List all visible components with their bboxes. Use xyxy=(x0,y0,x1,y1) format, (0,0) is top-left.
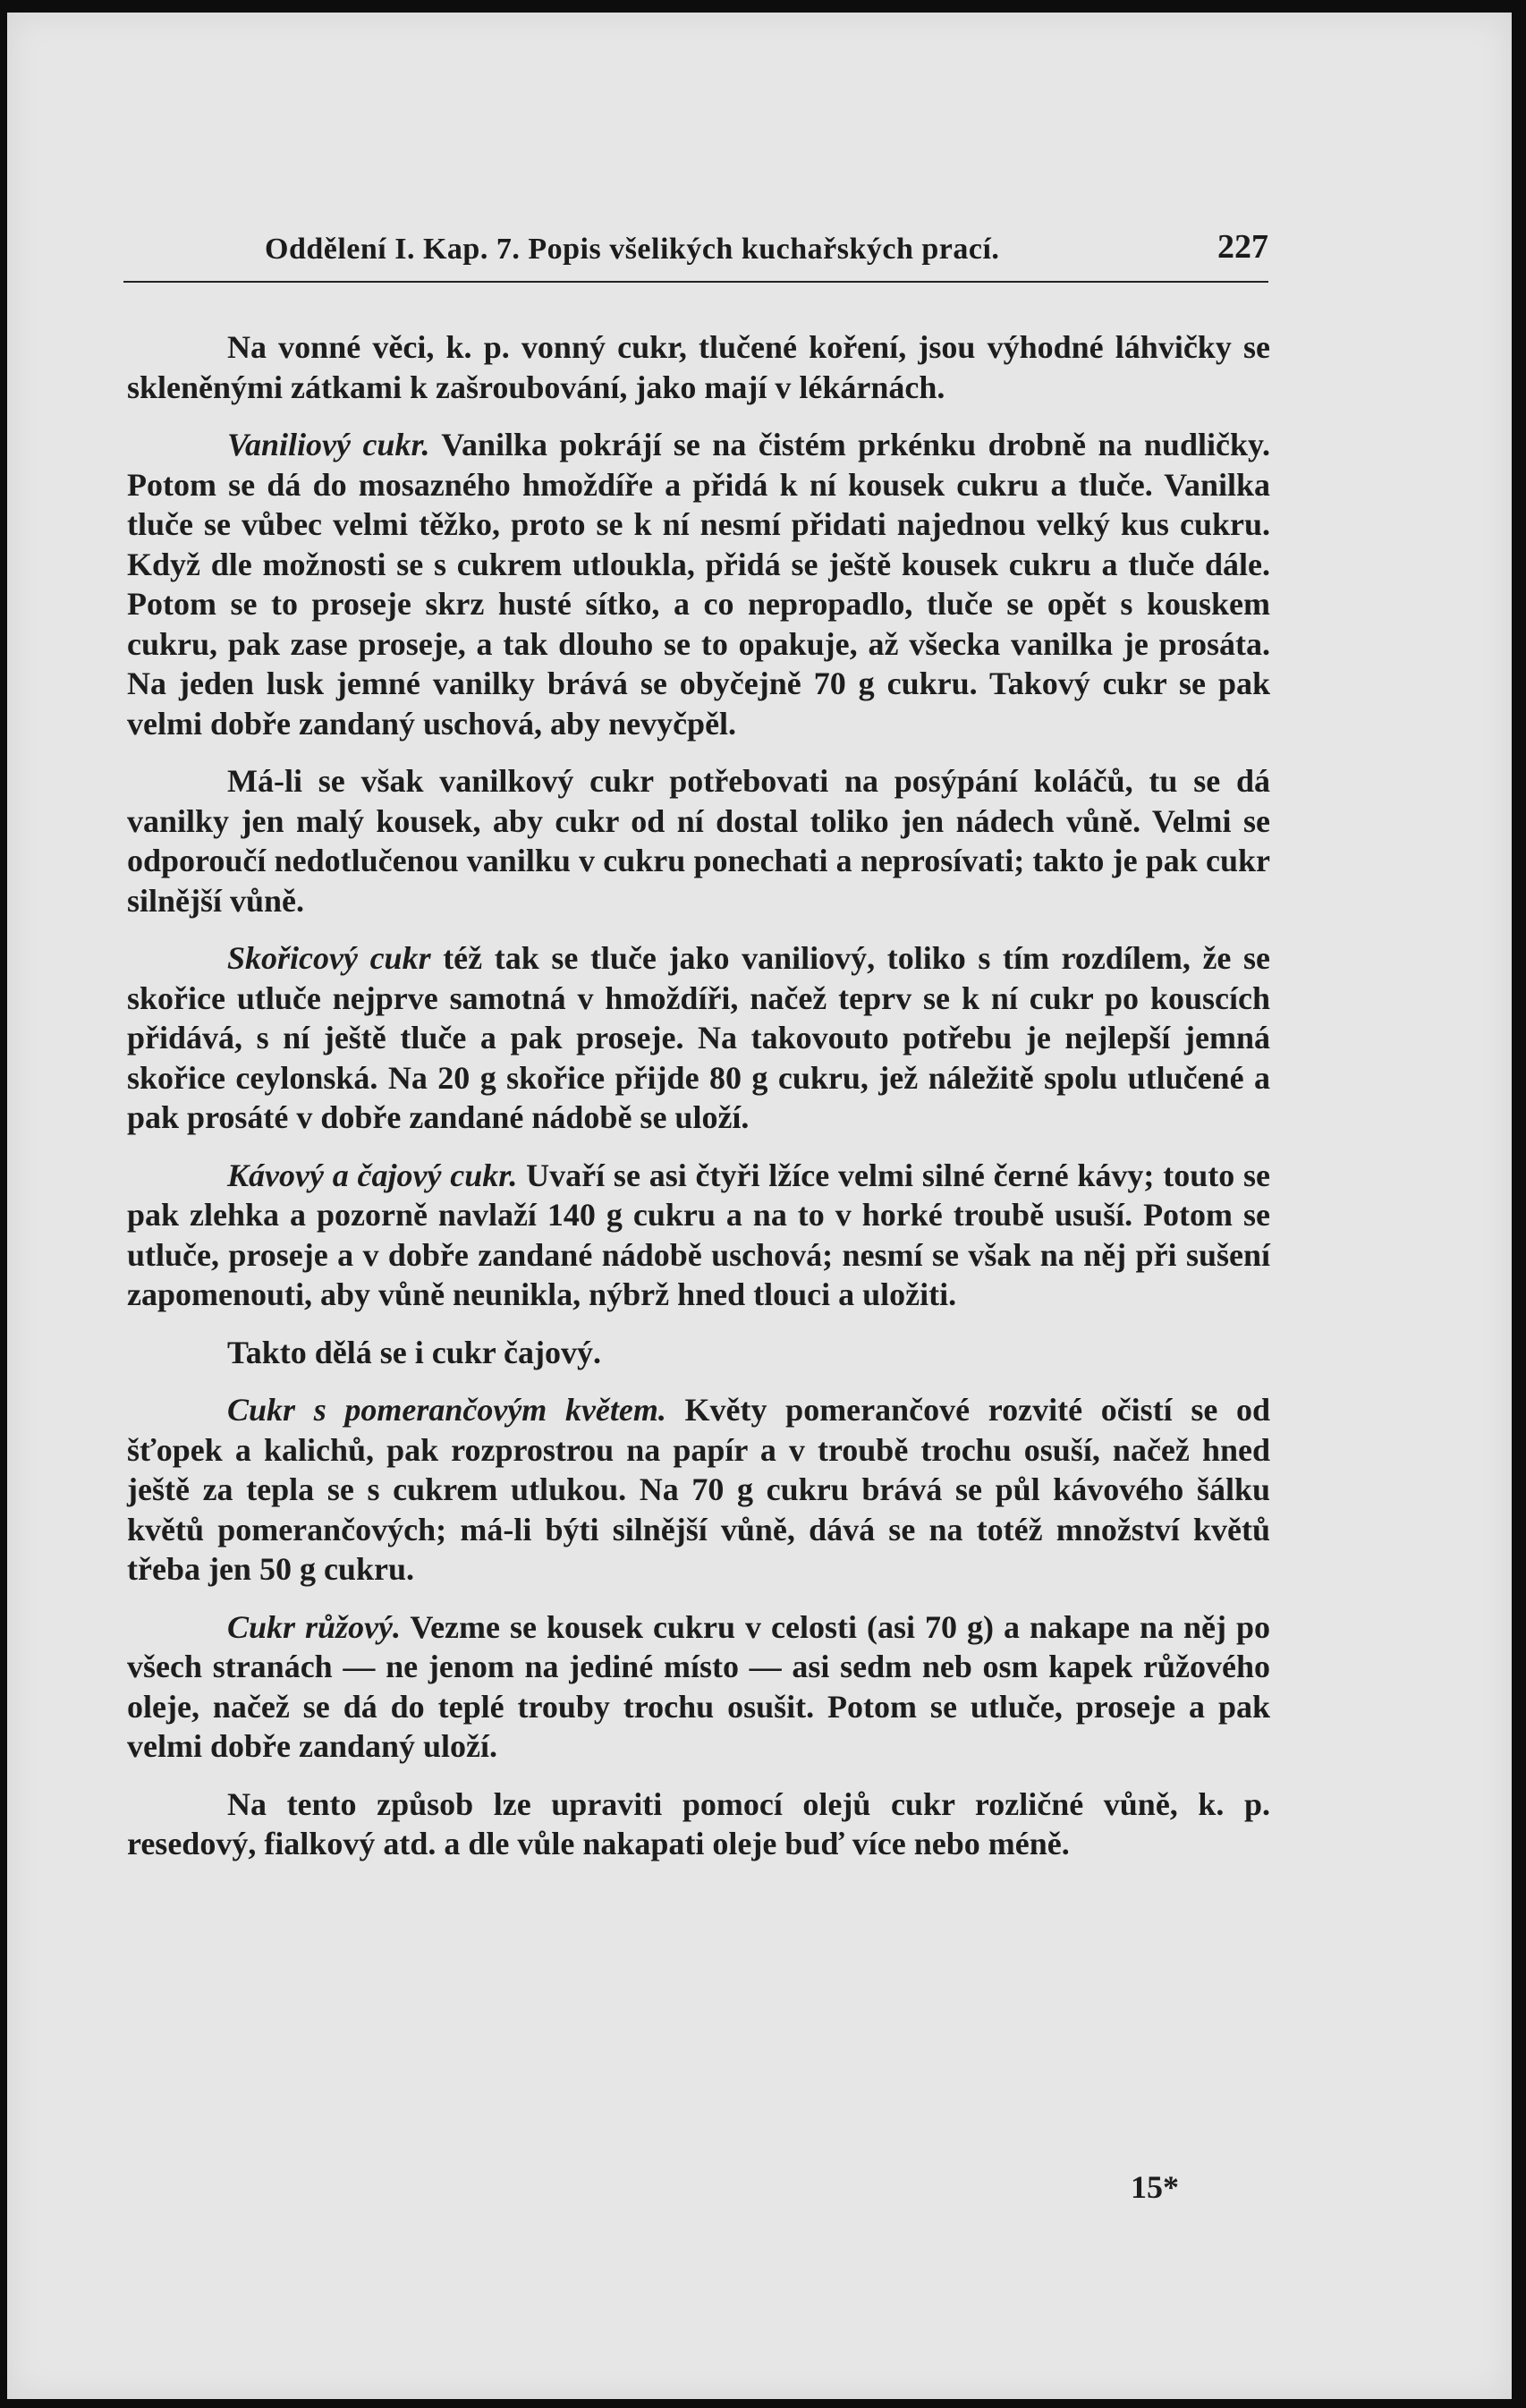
paragraph-text: Vezme se kousek cukru v celosti (asi 70 g) a nakape na něj po všech stranách — ne jenom na jediné místo — asi sedm neb osm kapek růžového oleje, načež se dá do teplé trouby trochu osušit. Potom se utluče, proseje a pak velmi dobře zandaný uloží. xyxy=(127,1608,1270,1764)
body-text xyxy=(127,327,1270,1882)
paragraph-text: Vanilka pokrájí se na čistém prkénku drobně na nudličky. Potom se dá do mosazného hmoždíře a přidá k ní kousek cukru a tluče. Vanilka tluče se vůbec velmi těžko, proto se k ní nesmí přidati najednou velký kus cukru. Když dle možnosti se s cukrem utloukla, přidá se ještě kousek cukru a tluče dále. Potom se to proseje skrz husté sítko, a co nepropadlo, tluče se opět s kouskem cukru, pak zase proseje, a tak dlouho se to opakuje, až všecka vanilka je prosáta. Na jeden lusk jemné vanilky brává se obyčejně 70 g cukru. Takový cukr se pak velmi dobře zandaný uschová, aby nevyčpěl. xyxy=(127,427,1270,742)
running-head xyxy=(123,225,1268,283)
paragraph-text: Květy pomerančové rozvité očistí se od šťopek a kalichů, pak rozprostrou na papír a v troubě trochu osuší, načež hned ještě za tepla se s cukrem utlukou. Na 70 g cukru brává se půl kávového šálku květů pomerančových; má-li býti silnější vůně, dává se na totéž množství květů třeba jen 50 g cukru. xyxy=(127,1392,1270,1587)
paragraph xyxy=(127,1785,1270,1864)
paragraph xyxy=(127,1390,1270,1590)
paragraph xyxy=(127,1333,1270,1373)
paragraph-text: též tak se tluče jako vaniliový, toliko s tím rozdílem, že se skořice utluče nejprve samotná v hmoždíři, načež teprv se k ní cukr po kouscích přidává, s ní ještě tluče a pak proseje. Na takovouto potřebu je nejlepší jemná skořice ceylonská. Na 20 g skořice přijde 80 g cukru, jež náležitě spolu utlučené a pak prosáté v dobře zandané nádobě se uloží. xyxy=(127,940,1271,1135)
paragraph xyxy=(127,1156,1270,1315)
paragraph-text: Na tento způsob lze upraviti pomocí olejů cukr rozličné vůně, k. p. resedový, fialkový atd. a dle vůle nakapati oleje buď více nebo méně. xyxy=(127,1785,1270,1861)
paragraph-heading: Kávový a čajový cukr. xyxy=(227,1157,518,1193)
paragraph-text: Má-li se však vanilkový cukr potřebovati na posýpání koláčů, tu se dá vanilky jen malý kousek, aby cukr od ní dostal toliko jen nádech vůně. Velmi se odporoučí nedotlučenou vanilku v cukru ponechati a neprosívati; takto je pak cukr silnější vůně. xyxy=(127,763,1270,919)
paragraph xyxy=(127,761,1270,920)
paragraph-heading: Vaniliový cukr. xyxy=(227,427,430,462)
signature-mark: 15* xyxy=(1131,2169,1179,2205)
running-head-title: Oddělení I. Kap. 7. Popis všelikých kuchařských prací. xyxy=(265,233,1000,266)
book-page xyxy=(7,13,1512,2399)
paragraph xyxy=(127,938,1270,1138)
paragraph-text: Uvaří se asi čtyři lžíce velmi silné černé kávy; touto se pak zlehka a pozorně navlaží 140 g cukru a na to v horké troubě usuší. Potom se utluče, proseje a v dobře zandané nádobě uschová; nesmí se však na něj při sušení zapomenouti, aby vůně neunikla, nýbrž hned tlouci a uložiti. xyxy=(127,1157,1271,1312)
paragraph-heading: Cukr růžový. xyxy=(227,1608,402,1645)
paragraph-heading: Skořicový cukr xyxy=(227,940,431,976)
paragraph xyxy=(127,1607,1270,1767)
paragraph-text: Takto dělá se i cukr čajový. xyxy=(227,1334,602,1370)
paragraph-text: Na vonné věci, k. p. vonný cukr, tlučené koření, jsou výhodné láhvičky se skleněnými zátkami k zašroubování, jako mají v lékárnách. xyxy=(127,329,1270,405)
paragraph xyxy=(127,327,1270,407)
paragraph xyxy=(127,425,1270,743)
paragraph-heading: Cukr s pomerančovým květem. xyxy=(227,1392,666,1428)
page-number: 227 xyxy=(1217,228,1268,266)
